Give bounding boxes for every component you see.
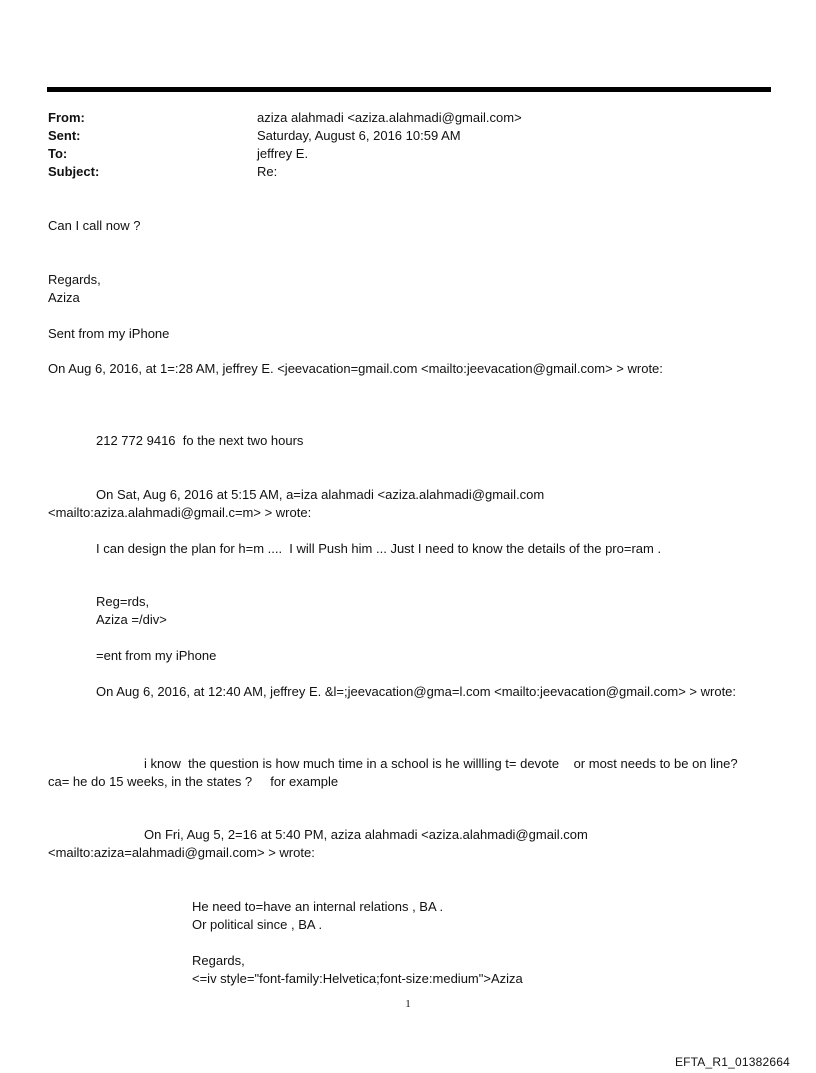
subject-value: Re: bbox=[257, 164, 278, 179]
quote-header: <mailto:aziza.alahmadi@gmail.c=m> > wrote: bbox=[48, 505, 312, 520]
body-line: =ent from my iPhone bbox=[96, 648, 217, 663]
body-line: Regards, bbox=[48, 272, 101, 287]
body-line: <=iv style="font-family:Helvetica;font-size:medium">Aziza bbox=[192, 971, 523, 986]
from-label: From: bbox=[48, 110, 85, 125]
quote-header: <mailto:aziza=alahmadi@gmail.com> > wrote: bbox=[48, 845, 315, 860]
document-id: EFTA_R1_01382664 bbox=[674, 1055, 790, 1069]
body-line: Regards, bbox=[192, 953, 245, 968]
to-value: jeffrey E. bbox=[257, 146, 309, 161]
body-line: Can I call now ? bbox=[48, 218, 141, 233]
body-line: I can design the plan for h=m .... I will Push him ... Just I need to know the details of the pro=ram . bbox=[96, 541, 662, 556]
to-label: To: bbox=[48, 146, 68, 161]
body-line: i know the question is how much time in a school is he willling t= devote or most needs to be on line? bbox=[144, 756, 738, 771]
body-line: 212 772 9416 fo the next two hours bbox=[96, 433, 304, 448]
page-number: 1 bbox=[405, 998, 411, 1010]
body-line: ca= he do 15 weeks, in the states ? for example bbox=[48, 774, 339, 789]
subject-label: Subject: bbox=[48, 164, 100, 179]
body-line: Sent from my iPhone bbox=[48, 326, 170, 341]
from-value: aziza alahmadi <aziza.alahmadi@gmail.com> bbox=[257, 110, 522, 125]
body-line: He need to=have an internal relations , BA . bbox=[192, 899, 444, 914]
quote-header: On Fri, Aug 5, 2=16 at 5:40 PM, aziza alahmadi <aziza.alahmadi@gmail.com bbox=[144, 827, 588, 842]
body-line: Aziza bbox=[48, 290, 80, 305]
quote-header: On Sat, Aug 6, 2016 at 5:15 AM, a=iza alahmadi <aziza.alahmadi@gmail.com bbox=[96, 487, 545, 502]
header-divider bbox=[47, 87, 771, 92]
sent-value: Saturday, August 6, 2016 10:59 AM bbox=[257, 128, 461, 143]
body-line: Aziza =/div> bbox=[96, 612, 167, 627]
body-line: Reg=rds, bbox=[96, 594, 150, 609]
body-line: Or political since , BA . bbox=[192, 917, 323, 932]
quote-header: On Aug 6, 2016, at 1=:28 AM, jeffrey E. <jeevacation=gmail.com <mailto:jeevacation@gmail.com> > wrote: bbox=[48, 361, 663, 376]
sent-label: Sent: bbox=[48, 128, 81, 143]
quote-header: On Aug 6, 2016, at 12:40 AM, jeffrey E. &l=;jeevacation@gma=l.com <mailto:jeevacation@gmail.com> > wrote: bbox=[96, 684, 737, 699]
